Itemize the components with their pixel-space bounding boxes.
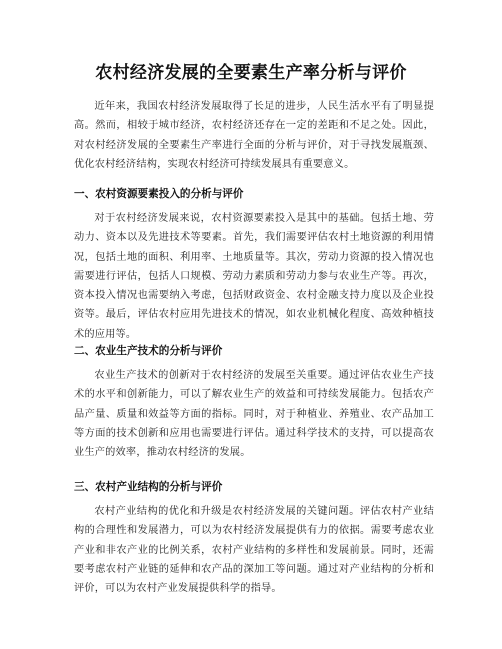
section-paragraph: 农业生产技术的创新对于农村经济的发展至关重要。通过评估农业生产技术的水平和创新能力，可以了解农业生产的效益和可持续发展能力。包括农产品产量、质量和效益等方面的指标。同时，对于种植业、养殖业、农产品加工等方面的技术创新和应用也需要进行评估。通过科学技术的支持，可以提高农业生产的效率，推动农村经济的发展。 xyxy=(74,370,434,459)
section-1 xyxy=(74,186,434,344)
intro-paragraph: 近年来，我国农村经济发展取得了长足的进步，人民生活水平有了明显提高。然而，相较于城市经济，农村经济还存在一定的差距和不足之处。因此，对农村经济发展的全要素生产率进行全面的分析与评价，对于寻找发展瓶颈、优化农村经济结构，实现农村经济可持续发展具有重要意义。 xyxy=(74,101,434,170)
section-2 xyxy=(74,343,434,462)
section-heading: 一、农村资源要素投入的分析与评价 xyxy=(74,188,244,200)
section-paragraph: 农村产业结构的优化和升级是农村经济发展的关键问题。评估农村产业结构的合理性和发展潜力，可以为农村经济发展提供有力的依据。需要考虑农业产业和非农产业的比例关系，农村产业结构的多样性和发展前景。同时，还需要考虑农村产业链的延伸和农产品的深加工等问题。通过对产业结构的分析和评价，可以为农村产业发展提供科学的指导。 xyxy=(74,506,434,595)
section-3 xyxy=(74,479,434,598)
section-heading: 二、农业生产技术的分析与评价 xyxy=(74,345,223,357)
document-title: 农村经济发展的全要素生产率分析与评价 xyxy=(95,63,407,83)
section-paragraph: 对于农村经济发展来说，农村资源要素投入是其中的基础。包括土地、劳动力、资本以及先进技术等要素。首先，我们需要评估农村土地资源的利用情况，包括土地的面积、利用率、土地质量等。其次，劳动力资源的投入情况也需要进行评估，包括人口规模、劳动力素质和劳动力参与农业生产等。再次，资本投入情况也需要纳入考虑，包括财政资金、农村金融支持力度以及企业投资等。最后，评估农村应用先进技术的情况，如农业机械化程度、高效种植技术的应用等。 xyxy=(74,213,434,340)
section-heading: 三、农村产业结构的分析与评价 xyxy=(74,481,223,493)
intro-section xyxy=(74,97,434,174)
